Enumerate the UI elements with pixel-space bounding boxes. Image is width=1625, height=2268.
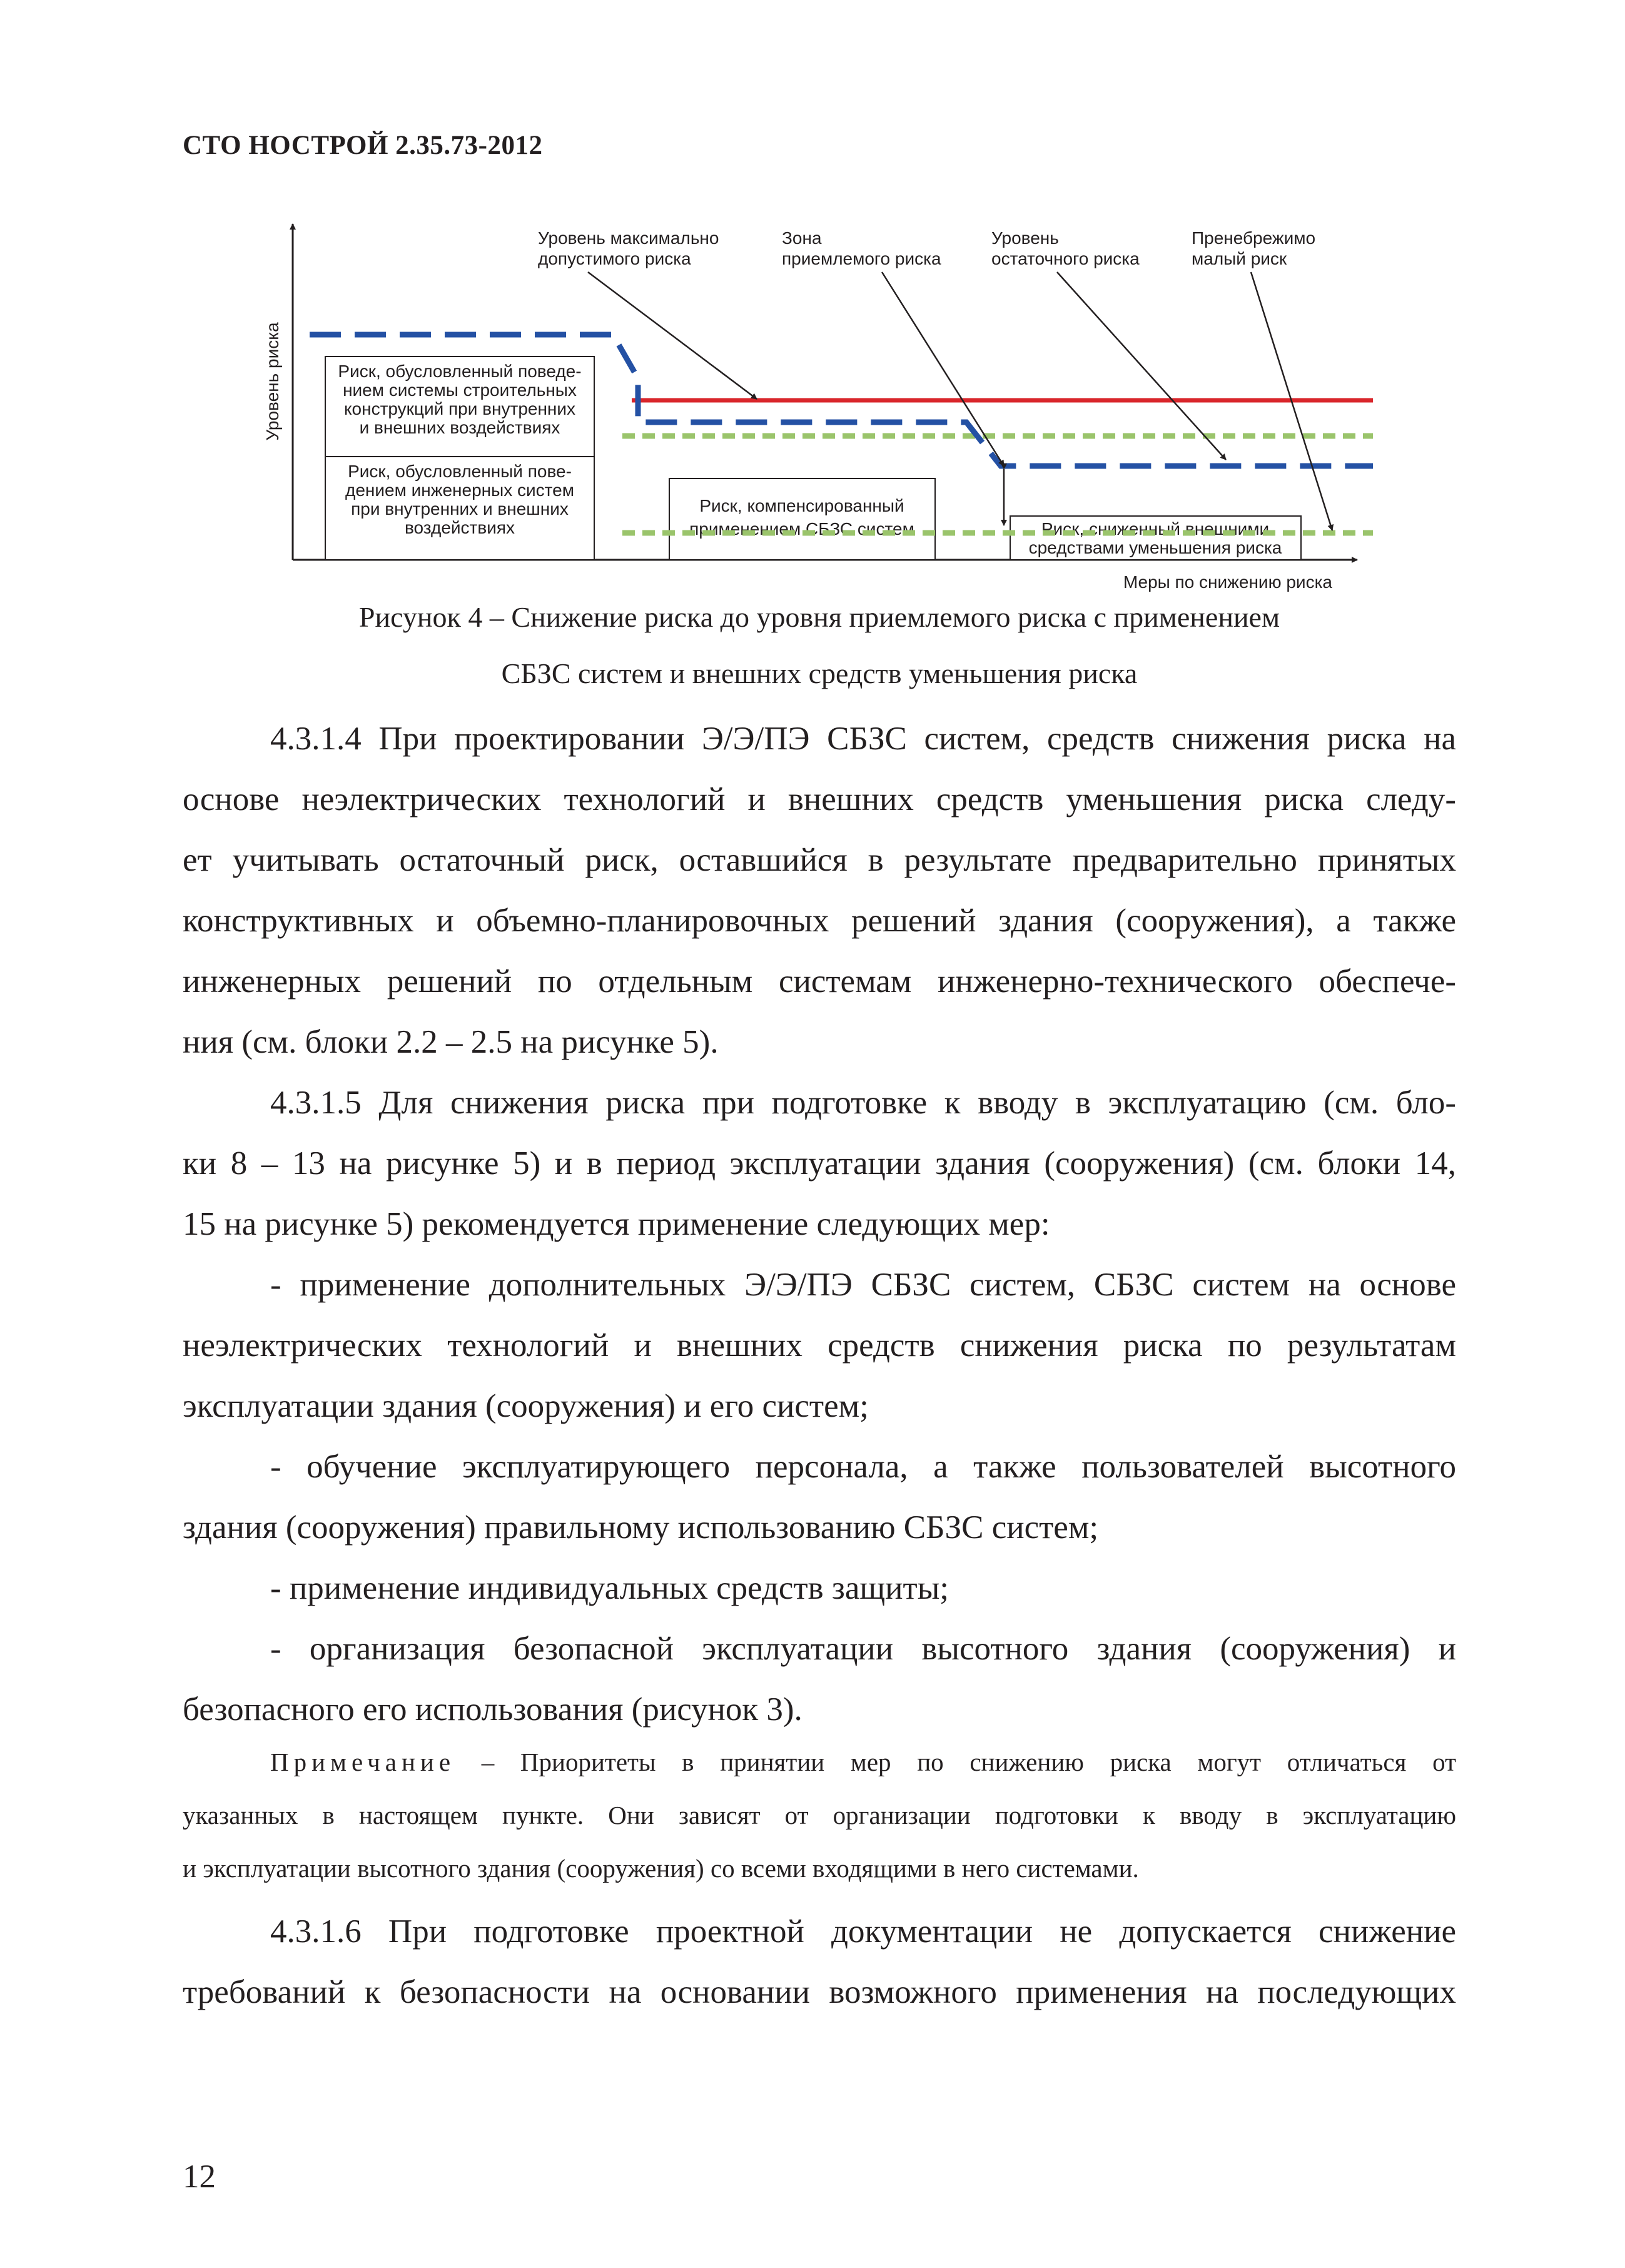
- page-number: 12: [183, 2159, 216, 2195]
- text-line: требований к безопасности на основании возможного применения на последующих: [183, 1974, 1456, 2010]
- box-structures-line1: Риск, обусловленный поведе-: [338, 362, 582, 381]
- box-engineering-line1: Риск, обусловленный пове-: [348, 462, 572, 481]
- note-line: [183, 1736, 1456, 1789]
- callout-max-leader: [588, 272, 757, 399]
- text-line: конструктивных и объемно-планировочных решений здания (сооружения), а также: [183, 903, 1456, 939]
- paragraph-4-3-1-5: [183, 1073, 1456, 1255]
- text-line: - обучение эксплуатирующего персонала, а также пользователей высотного: [270, 1449, 1456, 1485]
- box-structures-line4: и внешних воздействиях: [359, 418, 560, 437]
- note-line: и эксплуатации высотного здания (сооружения) со всеми входящими в него системами.: [183, 1854, 1139, 1883]
- text-line: основе неэлектрических технологий и внешних средств уменьшения риска следу-: [183, 781, 1456, 818]
- box-engineering-line3: при внутренних и внешних: [351, 499, 569, 519]
- box-structures-line3: конструкций при внутренних: [343, 399, 576, 418]
- text-line: - применение дополнительных Э/Э/ПЭ СБЗС систем, СБЗС систем на основе: [270, 1267, 1456, 1303]
- note-block: [183, 1736, 1456, 1895]
- text-line: ет учитывать остаточный риск, оставшийся в результате предварительно принятых: [183, 842, 1456, 878]
- paragraph-4-3-1-4: [183, 709, 1456, 1073]
- x-axis-label: Меры по снижению риска: [1123, 572, 1332, 592]
- text-line: - применение индивидуальных средств защиты;: [270, 1570, 949, 1606]
- box-compensated-line2: применением СБЗС систем: [689, 519, 914, 539]
- callout-residual-line1: Уровень: [991, 228, 1059, 248]
- box-external-line2: средствами уменьшения риска: [1028, 538, 1282, 557]
- text-line: неэлектрических технологий и внешних средств снижения риска по результатам: [183, 1327, 1456, 1364]
- callout-residual-line2: остаточного риска: [991, 249, 1140, 268]
- note-line: указанных в настоящем пункте. Они зависят от организации подготовки к вводу в эксплуатацию: [183, 1801, 1456, 1830]
- text-line: 15 на рисунке 5) рекомендуется применение следующих мер:: [183, 1206, 1050, 1242]
- note-label: Примечание: [270, 1748, 456, 1776]
- text-line: здания (сооружения) правильному использованию СБЗС систем;: [183, 1509, 1099, 1546]
- figure-caption-line1: Рисунок 4 – Снижение риска до уровня приемлемого риска с применением: [358, 601, 1280, 633]
- callout-zone-line1: Зона: [782, 228, 822, 248]
- bullet-training: [183, 1437, 1456, 1558]
- box-external-line1: Риск, сниженный внешними: [1041, 519, 1270, 539]
- callout-negligible-line1: Пренебрежимо: [1192, 228, 1316, 248]
- text-line: безопасного его использования (рисунок 3).: [183, 1691, 802, 1728]
- box-engineering-line2: дением инженерных систем: [345, 480, 574, 500]
- text-line: ния (см. блоки 2.2 – 2.5 на рисунке 5).: [183, 1024, 719, 1060]
- text-line: 4.3.1.4 При проектировании Э/Э/ПЭ СБЗС систем, средств снижения риска на: [270, 721, 1456, 757]
- bullet-personal-protection: [183, 1558, 1456, 1619]
- y-axis-label: Уровень риска: [263, 322, 282, 441]
- note-text: – Приоритеты в принятии мер по снижению риска могут отличаться от: [455, 1748, 1456, 1776]
- document-header: СТО НОСТРОЙ 2.35.73-2012: [183, 131, 543, 160]
- paragraph-4-3-1-6: [183, 1901, 1456, 2023]
- text-line: ки 8 – 13 на рисунке 5) и в период эксплуатации здания (сооружения) (см. блоки 14,: [183, 1145, 1456, 1182]
- figure-caption-line2: СБЗС систем и внешних средств уменьшения риска: [501, 657, 1138, 689]
- text-line: инженерных решений по отдельным системам инженерно-технического обеспече-: [183, 963, 1456, 1000]
- risk-reduction-figure: [250, 213, 1376, 600]
- text-line: 4.3.1.5 Для снижения риска при подготовке к вводу в эксплуатацию (см. бло-: [270, 1085, 1456, 1121]
- callout-residual-leader: [1057, 272, 1226, 460]
- text-line: 4.3.1.6 При подготовке проектной документации не допускается снижение: [270, 1913, 1456, 1950]
- text-line: эксплуатации здания (сооружения) и его систем;: [183, 1388, 869, 1424]
- bullet-additional-systems: [183, 1255, 1456, 1437]
- callout-negligible-line2: малый риск: [1192, 249, 1287, 268]
- box-compensated-line1: Риск, компенсированный: [699, 496, 904, 515]
- callout-zone-line2: приемлемого риска: [782, 249, 941, 268]
- text-line: - организация безопасной эксплуатации высотного здания (сооружения) и: [270, 1631, 1456, 1667]
- bullet-safe-operation: [183, 1619, 1456, 1740]
- callout-max-line1: Уровень максимально: [538, 228, 719, 248]
- box-engineering-line4: воздействиях: [404, 518, 515, 537]
- box-structures-line2: нием системы строительных: [343, 380, 577, 400]
- callout-max-line2: допустимого риска: [538, 249, 691, 268]
